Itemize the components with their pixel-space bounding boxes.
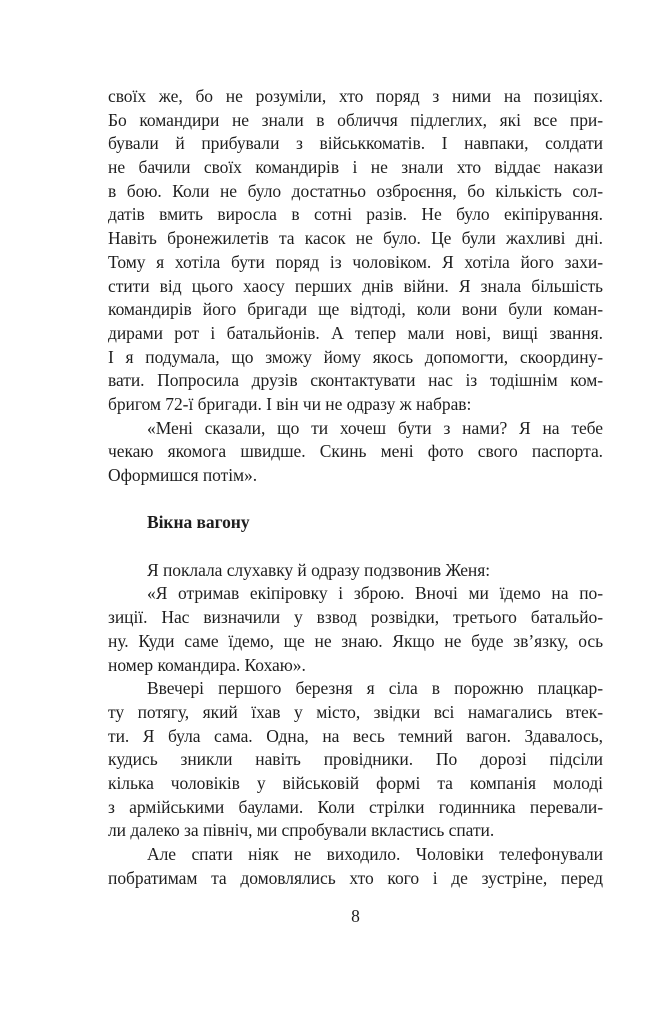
text-line: стити від цього хаосу перших днів війни. Я знала більшість xyxy=(108,275,603,296)
text-line: бригом 72-ї бригади. І він чи не одразу ж набрав: xyxy=(108,393,472,414)
text-line: Навіть бронежилетів та касок не було. Це були жахливі дні. xyxy=(108,228,603,249)
text-line: Оформишся потім». xyxy=(108,465,258,485)
text-line: «Я отримав екіпіровку і зброю. Вночі ми їдемо на по- xyxy=(147,583,603,604)
text-line: вати. Попросила друзів сконтактувати нас із тодішнім ком- xyxy=(108,370,603,391)
text-line: кілька чоловіків у військовій формі та компанія молоді xyxy=(108,772,603,793)
text-line: з армійськими баулами. Коли стрілки годинника перевали- xyxy=(108,796,603,817)
text-line: командирів його бригади ще відтоді, коли вони були коман- xyxy=(108,299,603,320)
text-line: не бачили своїх командирів і не знали хто віддає накази xyxy=(108,157,603,178)
text-line: чекаю якомога швидше. Скинь мені фото свого паспорта. xyxy=(108,441,603,462)
text-line: номер командира. Кохаю». xyxy=(108,654,306,675)
page-text-block xyxy=(108,85,603,890)
text-line: ти. Я була сама. Одна, на весь темний вагон. Здавалось, xyxy=(108,725,603,746)
text-line: «Мені сказали, що ти хочеш бути з нами? Я на тебе xyxy=(147,417,603,438)
text-line: в бою. Коли не було достатньо озброєння, бо кількість сол- xyxy=(108,180,603,201)
text-line: побратимам та домовлялись хто кого і де зустріне, перед xyxy=(108,867,603,888)
paragraph xyxy=(108,85,603,417)
text-line: кудись зникли навіть провідники. По дорозі підсіли xyxy=(108,749,603,770)
text-line: ли далеко за північ, ми спробували вкластись спати. xyxy=(108,820,495,841)
text-line: своїх же, бо не розуміли, хто поряд з ними на позиціях. xyxy=(108,86,603,106)
text-line: дирами рот і батальйонів. А тепер мали нові, вищі звання. xyxy=(108,322,603,343)
text-line: І я подумала, що зможу йому якось допомогти, скоордину- xyxy=(108,346,603,367)
text-line: бували й прибували з військкоматів. І навпаки, солдати xyxy=(108,133,603,154)
page-number: 8 xyxy=(351,906,360,926)
text-line: ну. Куди саме їдемо, ще не знаю. Якщо не буде зв’язку, ось xyxy=(108,630,603,651)
paragraph xyxy=(108,843,603,890)
text-line: Бо командири не знали в обличчя підлеглих, які все при- xyxy=(108,109,603,130)
text-line: ту потягу, який їхав у місто, звідки всі намагались втек- xyxy=(108,701,603,722)
text-line: Ввечері першого березня я сіла в порожню плацкар- xyxy=(147,678,603,699)
text-line: Тому я хотіла бути поряд із чоловіком. Я хотіла його захи- xyxy=(108,251,603,272)
paragraph xyxy=(108,582,603,677)
paragraph xyxy=(108,559,603,583)
text-line: зиції. Нас визначили у взвод розвідки, третього батальйо- xyxy=(108,607,603,628)
section-heading: Вікна вагону xyxy=(147,512,250,533)
paragraph xyxy=(108,417,603,488)
text-line: Я поклала слухавку й одразу подзвонив Женя: xyxy=(147,559,491,580)
paragraph xyxy=(108,677,603,843)
text-line: Але спати ніяк не виходило. Чоловіки телефонували xyxy=(147,844,603,864)
text-line: датів вмить виросла в сотні разів. Не було екіпірування. xyxy=(108,204,603,225)
